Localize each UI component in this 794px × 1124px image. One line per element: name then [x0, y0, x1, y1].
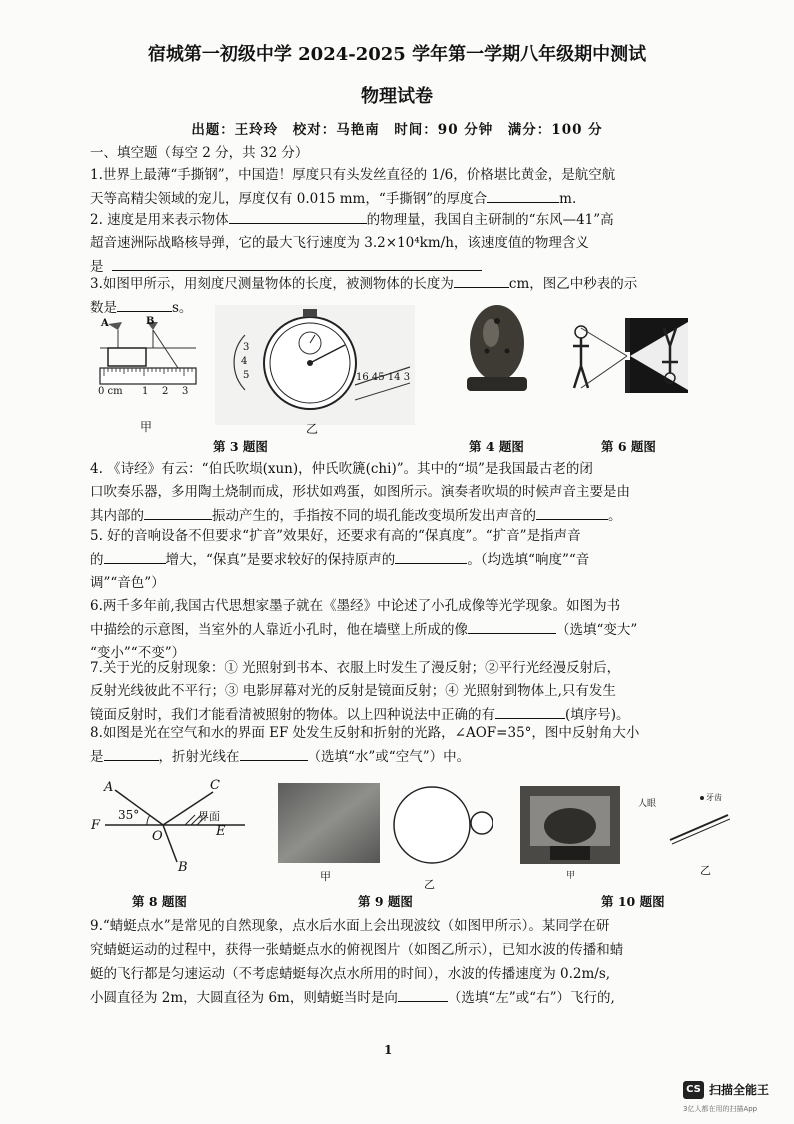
- section-heading: 一、填空题（每空 2 分，共 32 分）: [90, 145, 309, 161]
- ray-letter-o: O: [152, 829, 163, 844]
- q2-line3: 是: [90, 255, 715, 279]
- question-5: [90, 525, 715, 595]
- q4-line1: 4. 《诗经》有云：“伯氏吹埙(xun)，仲氏吹篪(chi)”。其中的“埙”是我国最古老的闭: [90, 461, 593, 477]
- answer-blank[interactable]: [536, 504, 608, 520]
- q5-line2: 的 增大，“保真”是要求较好的保持原声的 。（均选填“响度”“音: [90, 548, 715, 572]
- q2-line1: 2. 速度是用来表示物体 的物理量，我国自主研制的“东风—41”高: [90, 208, 715, 232]
- water-ripple-figure: [278, 783, 493, 868]
- question-4: [90, 458, 715, 528]
- ray-letter-c: C: [210, 778, 220, 793]
- caption-fig8: 第 8 题图: [132, 894, 187, 909]
- ray-letter-e: E: [216, 824, 226, 839]
- interface-label: 界面: [198, 810, 220, 823]
- caption-fig3: 第 3 题图: [213, 439, 268, 454]
- ray-letter-b: B: [178, 860, 188, 875]
- answer-blank[interactable]: [495, 703, 565, 719]
- caption-fig4: 第 4 题图: [469, 439, 524, 454]
- question-1: [90, 164, 715, 211]
- answer-blank[interactable]: [240, 745, 308, 761]
- mirror-photo: [520, 786, 620, 864]
- q6-line3: “变小”“不变”）: [90, 645, 186, 661]
- exam-title: 宿城第一初级中学 2024-2025 学年第一学期八年级期中测试: [147, 44, 647, 65]
- q8-line1: 8.如图是光在空气和水的界面 EF 处发生反射和折射的光路，∠AOF=35°，图中反射角大小: [90, 725, 640, 741]
- q9-line1: 9.“蜻蜓点水”是常见的自然现象，点水后水面上会出现波纹（如图甲所示）。某同学在研: [90, 918, 610, 934]
- caption-fig10: 第 10 题图: [601, 894, 665, 909]
- answer-blank[interactable]: [104, 548, 166, 564]
- q1-line1: 1.世界上最薄“手撕钢”，中国造！厚度只有头发丝直径的 1/6，价格堪比黄金，是航空航: [90, 167, 616, 183]
- answer-blank[interactable]: [229, 208, 367, 224]
- caption-fig6: 第 6 题图: [601, 439, 656, 454]
- q4-line3: 其内部的 振动产生的，手指按不同的埙孔能改变埙所发出声音的 。: [90, 504, 715, 528]
- label-yi: 乙: [306, 422, 319, 436]
- pinhole-figure: [565, 318, 690, 393]
- label-jia-fig9: 甲: [320, 870, 331, 883]
- caption-fig9: 第 9 题图: [358, 894, 413, 909]
- stopwatch-num-4: 4: [241, 356, 248, 367]
- question-2: [90, 208, 715, 279]
- q9-line2: 究蜻蜓运动的过程中，获得一张蜻蜓点水的俯视图片（如图乙所示），已知水波的传播和蜻: [90, 942, 624, 958]
- q4-line2: 口吹奏乐器，多用陶土烧制而成，形状如鸡蛋，如图所示。演奏者吹埙的时候声音主要是由: [90, 484, 630, 500]
- q5-line3: 调”“音色”）: [90, 575, 165, 591]
- scanner-app-name: 扫描全能王: [709, 1083, 770, 1097]
- q9-line4: 小圆直径为 2m，大圆直径为 6m，则蜻蜓当时是向 （选填“左”或“右”）飞行的,: [90, 986, 715, 1010]
- ruler-letter-a: A: [101, 318, 109, 329]
- ray-letter-a: A: [104, 780, 114, 795]
- q7-line2: 反射光线彼此不平行；③ 电影屏幕对光的反射是镜面反射；④ 光照射到物体上,只有发生: [90, 683, 616, 699]
- question-7: [90, 657, 715, 727]
- answer-blank[interactable]: [395, 548, 467, 564]
- q3-line2: 数是 s。: [90, 296, 715, 320]
- label-yi-fig9: 乙: [424, 878, 435, 891]
- question-9: [90, 914, 715, 1010]
- ruler-mark-3: 3: [182, 386, 189, 397]
- scanner-tagline: 3亿人都在用的扫描App: [683, 1105, 758, 1113]
- answer-blank[interactable]: [468, 618, 556, 634]
- exam-meta: 出题：王玲玲 校对：马艳南 时间：90 分钟 满分：100 分: [191, 122, 603, 138]
- stopwatch-num-3: 3: [243, 342, 250, 353]
- ruler-mark-0: 0 cm: [98, 386, 123, 397]
- answer-blank[interactable]: [487, 187, 559, 203]
- xun-instrument-figure: [455, 303, 540, 398]
- answer-blank[interactable]: [454, 272, 509, 288]
- q3-line1: 3.如图甲所示，用刻度尺测量物体的长度，被测物体的长度为 cm，图乙中秒表的示: [90, 272, 715, 296]
- label-yi-fig10: 乙: [700, 864, 711, 877]
- ruler-mark-1: 1: [142, 386, 149, 397]
- label-jia-fig10: 甲: [566, 871, 576, 881]
- question-6: [90, 595, 715, 665]
- scanner-logo-icon: CS: [683, 1081, 704, 1099]
- answer-blank[interactable]: [104, 745, 159, 761]
- answer-blank[interactable]: [144, 504, 212, 520]
- answer-blank[interactable]: [398, 986, 448, 1002]
- answer-blank[interactable]: [112, 255, 482, 271]
- question-8: [90, 722, 715, 769]
- label-jia: 甲: [140, 420, 153, 434]
- q1-line2: 天等高精尖领域的宠儿，厚度仅有 0.015 mm，“手撕钢”的厚度合 m.: [90, 187, 715, 211]
- q7-line1: 7.关于光的反射现象：① 光照射到书本、衣服上时发生了漫反射；②平行光经漫反射后，: [90, 660, 621, 676]
- ruler-mark-2: 2: [162, 386, 169, 397]
- q2-line2: 超音速洲际战略核导弹，它的最大飞行速度为 3.2×10⁴km/h，该速度值的物理含义: [90, 235, 589, 251]
- q8-line2: 是 ，折射光线在 （选填“水”或“空气”）中。: [90, 745, 715, 769]
- angle-label: 35°: [118, 808, 140, 822]
- tooth-label: 牙齿: [706, 793, 722, 802]
- q7-line3: 镜面反射时，我们才能看清被照射的物体。以上四种说法中正确的有 (填序号)。: [90, 703, 715, 727]
- q5-line1: 5. 好的音响设备不但要求“扩音”效果好，还要求有高的“保真度”。“扩音”是指声音: [90, 528, 581, 544]
- q6-line2: 中描绘的示意图，当室外的人靠近小孔时，他在墙壁上所成的像 （选填“变大”: [90, 618, 715, 642]
- exam-subtitle: 物理试卷: [361, 86, 433, 107]
- ray-letter-f: F: [91, 818, 101, 833]
- answer-blank[interactable]: [117, 296, 172, 312]
- ruler-letter-b: B: [146, 316, 155, 327]
- q6-line1: 6.两千多年前,我国古代思想家墨子就在《墨经》中论述了小孔成像等光学现象。如图为书: [90, 598, 621, 614]
- scale-numbers: 16 45 14 3: [356, 372, 411, 383]
- stopwatch-num-5: 5: [243, 370, 250, 381]
- page-number: 1: [384, 1043, 393, 1057]
- q9-line3: 蜓的飞行都是匀速运动（不考虑蜻蜓每次点水所用的时间），水波的传播速度为 0.2m/s,: [90, 966, 611, 982]
- eye-label: 人眼: [638, 799, 657, 809]
